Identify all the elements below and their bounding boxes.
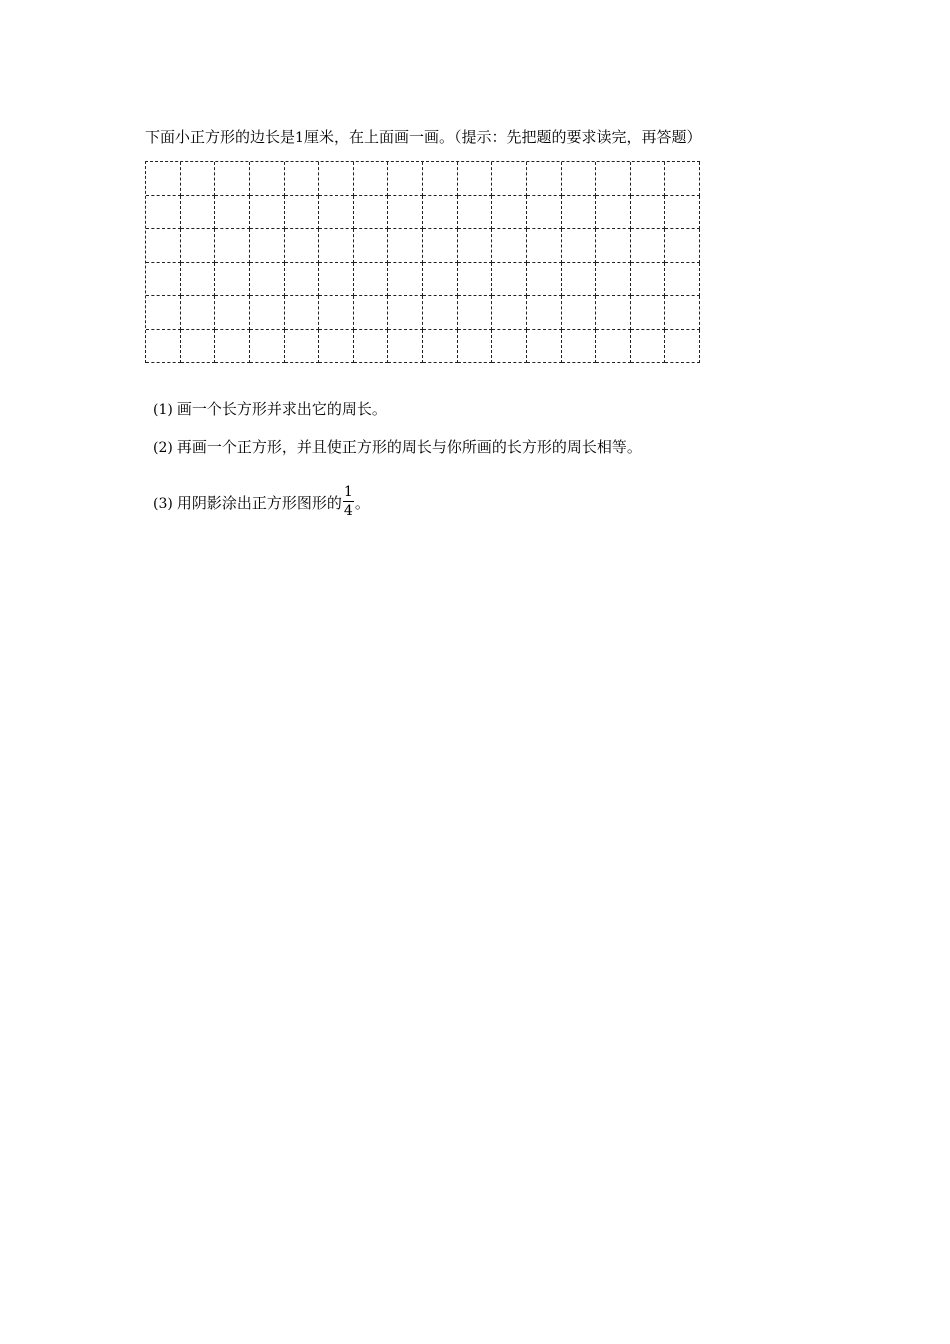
grid-cell[interactable] <box>458 229 493 263</box>
question-3-suffix: 。 <box>354 494 370 512</box>
grid-cell[interactable] <box>665 263 700 297</box>
question-1 <box>153 399 387 420</box>
grid-cell[interactable] <box>492 229 527 263</box>
grid-cell[interactable] <box>527 296 562 330</box>
grid-cell[interactable] <box>285 162 320 196</box>
grid-cell[interactable] <box>181 330 216 364</box>
grid-cell[interactable] <box>146 330 181 364</box>
grid-cell[interactable] <box>388 330 423 364</box>
grid-cell[interactable] <box>458 196 493 230</box>
grid-cell[interactable] <box>492 263 527 297</box>
grid-cell[interactable] <box>388 162 423 196</box>
grid-cell[interactable] <box>181 162 216 196</box>
side-length-number: 1 <box>295 130 304 146</box>
grid-cell[interactable] <box>631 263 666 297</box>
grid-cell[interactable] <box>388 196 423 230</box>
instruction-part-2: 厘米，在上面画一画。（提示：先把题的要求读完，再答题） <box>303 128 702 146</box>
grid-cell[interactable] <box>146 263 181 297</box>
grid-cell[interactable] <box>250 296 285 330</box>
grid-cell[interactable] <box>665 296 700 330</box>
grid-cell[interactable] <box>215 229 250 263</box>
question-1-label: (1) <box>153 402 173 418</box>
grid-cell[interactable] <box>146 196 181 230</box>
question-3 <box>153 486 370 521</box>
grid-cell[interactable] <box>319 330 354 364</box>
grid-cell[interactable] <box>181 263 216 297</box>
grid-cell[interactable] <box>527 330 562 364</box>
grid-cell[interactable] <box>285 263 320 297</box>
grid-cell[interactable] <box>181 229 216 263</box>
grid-cell[interactable] <box>146 296 181 330</box>
grid-cell[interactable] <box>354 229 389 263</box>
grid-cell[interactable] <box>458 296 493 330</box>
fraction-bar <box>343 501 354 502</box>
grid-cell[interactable] <box>527 196 562 230</box>
grid-cell[interactable] <box>596 196 631 230</box>
fraction-numerator: 1 <box>343 484 353 500</box>
grid-cell[interactable] <box>423 296 458 330</box>
grid-cell[interactable] <box>215 263 250 297</box>
grid-cell[interactable] <box>423 196 458 230</box>
grid-cell[interactable] <box>354 330 389 364</box>
grid-cell[interactable] <box>596 330 631 364</box>
grid-cell[interactable] <box>527 162 562 196</box>
grid-cell[interactable] <box>388 296 423 330</box>
grid-cell[interactable] <box>596 162 631 196</box>
grid-cell[interactable] <box>319 263 354 297</box>
grid-cell[interactable] <box>562 330 597 364</box>
grid-cell[interactable] <box>250 330 285 364</box>
grid-cell[interactable] <box>285 229 320 263</box>
grid-cell[interactable] <box>285 330 320 364</box>
grid-cell[interactable] <box>215 196 250 230</box>
grid-cell[interactable] <box>665 196 700 230</box>
grid-cell[interactable] <box>562 162 597 196</box>
grid-cell[interactable] <box>458 263 493 297</box>
grid-cell[interactable] <box>665 162 700 196</box>
grid-cell[interactable] <box>596 296 631 330</box>
grid-cell[interactable] <box>250 263 285 297</box>
grid-cell[interactable] <box>665 229 700 263</box>
grid-cell[interactable] <box>181 196 216 230</box>
grid-cell[interactable] <box>354 162 389 196</box>
grid-cell[interactable] <box>250 162 285 196</box>
grid-cell[interactable] <box>423 229 458 263</box>
grid-cell[interactable] <box>562 196 597 230</box>
question-1-text: 画一个长方形并求出它的周长。 <box>176 400 387 418</box>
grid-cell[interactable] <box>631 330 666 364</box>
question-2-label: (2) <box>153 440 173 456</box>
grid-cell[interactable] <box>215 162 250 196</box>
grid-cell[interactable] <box>388 229 423 263</box>
grid-cell[interactable] <box>665 330 700 364</box>
fraction-denominator: 4 <box>343 503 353 519</box>
dashed-square-grid[interactable] <box>145 161 700 363</box>
question-2-text: 再画一个正方形，并且使正方形的周长与你所画的长方形的周长相等。 <box>176 438 642 456</box>
grid-cell[interactable] <box>527 229 562 263</box>
question-2 <box>153 437 642 458</box>
grid-cell[interactable] <box>319 196 354 230</box>
grid-cell[interactable] <box>354 196 389 230</box>
grid-cell[interactable] <box>146 229 181 263</box>
grid-cell[interactable] <box>250 196 285 230</box>
question-3-label: (3) <box>153 496 173 512</box>
question-3-text: 用阴影涂出正方形图形的 <box>176 494 342 512</box>
grid-cell[interactable] <box>458 162 493 196</box>
grid-cell[interactable] <box>285 296 320 330</box>
grid-cell[interactable] <box>596 263 631 297</box>
grid-cell[interactable] <box>215 296 250 330</box>
grid-cell[interactable] <box>631 296 666 330</box>
grid-cell[interactable] <box>492 162 527 196</box>
instruction-text <box>145 127 701 148</box>
grid-cell[interactable] <box>319 296 354 330</box>
grid-cell[interactable] <box>492 196 527 230</box>
grid-cell[interactable] <box>631 196 666 230</box>
grid-cell[interactable] <box>562 229 597 263</box>
grid-cell[interactable] <box>631 229 666 263</box>
grid-cell[interactable] <box>285 196 320 230</box>
grid-cell[interactable] <box>354 296 389 330</box>
grid-cell[interactable] <box>562 263 597 297</box>
grid-cell[interactable] <box>250 229 285 263</box>
grid-cell[interactable] <box>596 229 631 263</box>
grid-cell[interactable] <box>146 162 181 196</box>
grid-cell[interactable] <box>354 263 389 297</box>
fraction-one-quarter <box>343 484 354 519</box>
grid-cell[interactable] <box>388 263 423 297</box>
grid-cell[interactable] <box>492 330 527 364</box>
grid-cell[interactable] <box>631 162 666 196</box>
grid-cell[interactable] <box>492 296 527 330</box>
grid-cell[interactable] <box>423 162 458 196</box>
grid-cell[interactable] <box>458 330 493 364</box>
grid-cell[interactable] <box>319 162 354 196</box>
grid-cell[interactable] <box>423 330 458 364</box>
grid-cell[interactable] <box>319 229 354 263</box>
instruction-part-1: 下面小正方形的边长是 <box>145 128 296 146</box>
grid-cell[interactable] <box>562 296 597 330</box>
grid-cell[interactable] <box>423 263 458 297</box>
grid-cell[interactable] <box>527 263 562 297</box>
grid-cell[interactable] <box>181 296 216 330</box>
grid-cell[interactable] <box>215 330 250 364</box>
